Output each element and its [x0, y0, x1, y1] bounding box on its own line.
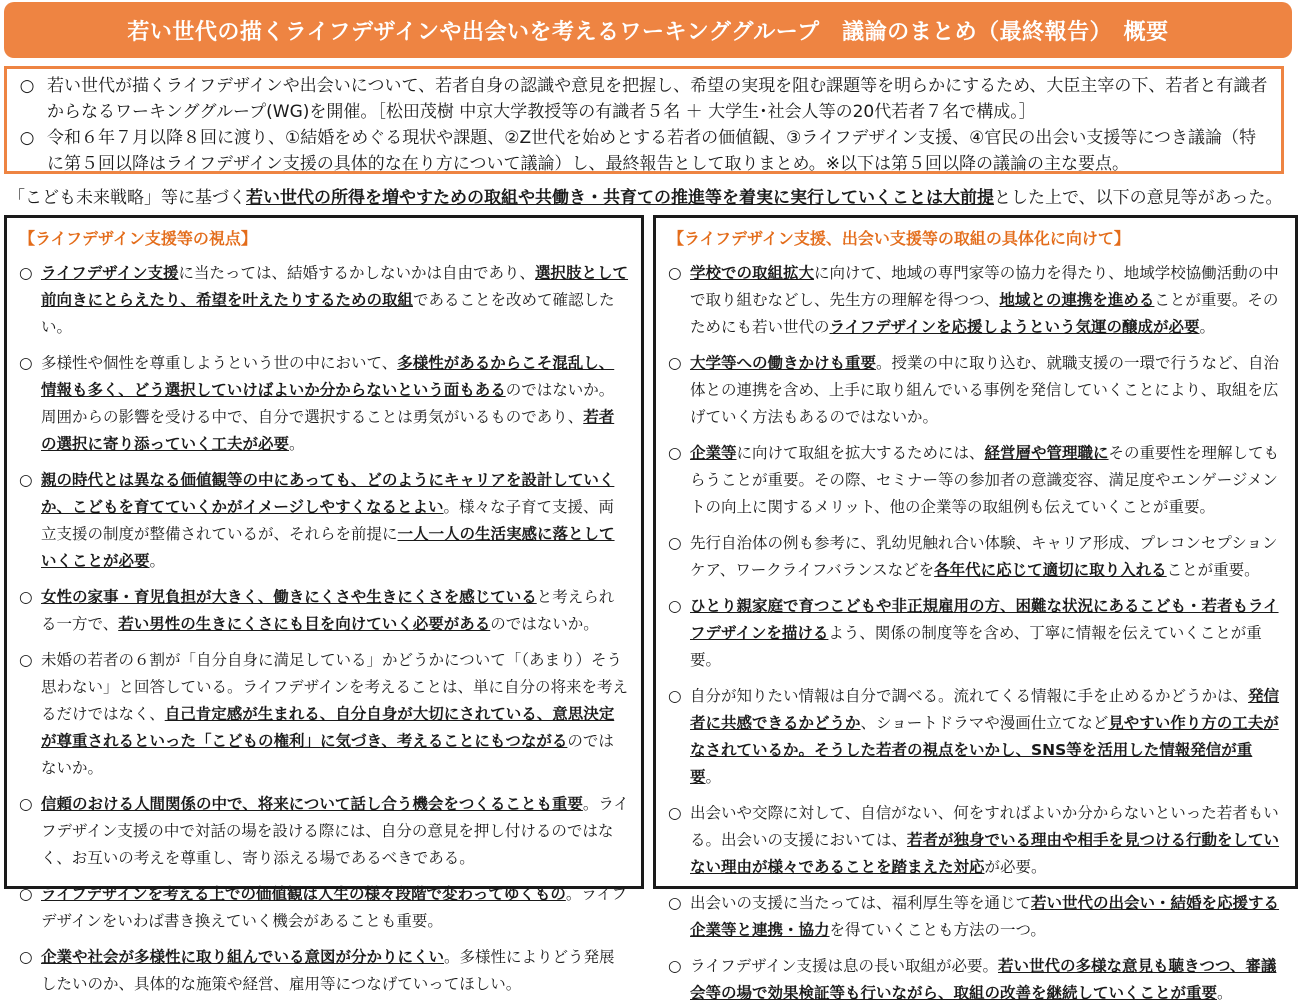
text-segment: 。ライフデザインをいわば書き換えていく機会があることも重要。: [41, 885, 627, 930]
premise-emphasis: 若い世代の所得を増やすための取組や共働き・共育ての推進等を着実に実行していくことは大前提: [246, 188, 994, 208]
list-item-text: [690, 683, 1283, 791]
list-item: [668, 953, 1283, 1007]
list-item: [668, 530, 1283, 584]
text-segment: ことが重要。そのためにも若い世代の: [690, 291, 1279, 336]
emphasized-text: 信頼のおける人間関係の中で、将来について話し合う機会をつくることも重要: [41, 795, 583, 813]
list-item-text: [41, 944, 629, 998]
circle-bullet-icon: ○: [668, 597, 682, 615]
text-segment: であることを改めて確認したい。: [41, 291, 615, 336]
list-item-text: [690, 260, 1283, 341]
list-item: [19, 350, 629, 458]
emphasized-text: 大学等への働きかけも重要: [690, 354, 877, 372]
list-item-text: [690, 953, 1283, 1007]
emphasized-text: 企業等: [690, 444, 737, 462]
text-segment: 先行自治体の例も参考に、乳幼児触れ合い体験、キャリア形成、プレコンセプションケア、ワークライフバランスなどを: [690, 534, 1278, 579]
list-item: [19, 260, 629, 341]
emphasized-text: 若い男性の生きにくさにも目を向けていく必要がある: [118, 615, 491, 633]
list-item-text: [41, 584, 629, 638]
circle-bullet-icon: ○: [668, 804, 682, 822]
circle-bullet-icon: ○: [668, 264, 682, 282]
emphasized-text: 企業や社会が多様性に取り組んでいる意図が分かりにくい: [41, 948, 445, 966]
emphasized-text: 一人一人の生活実感に落としていくことが必要: [41, 525, 615, 570]
text-segment: のではないか。: [41, 732, 614, 777]
emphasized-text: 女性の家事・育児負担が大きく、働きにくさや生きにくさを感じている: [41, 588, 537, 606]
list-item: [668, 350, 1283, 431]
list-item: [668, 683, 1283, 791]
text-segment: に向けて、地域の専門家等の協力を得たり、地域学校協働活動の中で取り組むなどし、先生方の理解を得つつ、: [690, 264, 1279, 309]
circle-bullet-icon: ○: [19, 795, 33, 813]
emphasized-text: 若い世代の多様な意見も聴きつつ、審議会等の場で効果検証等も行いながら、取組の改善を継続していくことが重要: [690, 957, 1277, 1002]
list-item: [19, 791, 629, 872]
text-segment: に当たっては、結婚するかしないかは自由であり、: [178, 264, 536, 282]
emphasized-text: 地域との連携を進める: [999, 291, 1155, 309]
right-panel: [653, 215, 1298, 1002]
list-item-text: [41, 647, 629, 782]
text-segment: よう、関係の制度等を含め、丁寧に情報を伝えていくことが重要。: [690, 624, 1262, 669]
intro-box: [4, 66, 1284, 174]
text-segment: が必要。: [984, 858, 1047, 876]
text-segment: 自分が知りたい情報は自分で調べる。流れてくる情報に手を止めるかどうかは、: [690, 687, 1249, 705]
list-item-text: [690, 800, 1283, 881]
emphasized-text: 経営層や管理職に: [984, 444, 1109, 462]
premise-after: とした上で、以下の意見等があった。: [994, 188, 1283, 208]
right-panel-heading: 【ライフデザイン支援、出会い支援等の取組の具体化に向けて】: [668, 229, 1130, 248]
list-item-text: [690, 350, 1283, 431]
circle-bullet-icon: ○: [19, 885, 33, 903]
list-item: [668, 800, 1283, 881]
list-item-text: [690, 440, 1283, 521]
premise-before: 「こども未来戦略」等に基づく: [8, 188, 246, 208]
intro-text: 令和６年７月以降８回に渡り、①結婚をめぐる現状や課題、②Z世代を始めとする若者の価値観、③ライフデザイン支援、④官民の出会い支援等につき議論（特に第５回以降はライフデザイン支援の具体的な在り方について議論）し、最終報告として取りまとめ。※以下は第５回以降の議論の主な要点。: [47, 128, 1257, 174]
emphasized-text: 各年代に応じて適切に取り入れる: [934, 561, 1167, 579]
left-panel-items: [19, 260, 629, 998]
text-segment: 。: [1199, 318, 1216, 336]
text-segment: 出会いの支援に当たっては、福利厚生等を通じて: [690, 894, 1032, 912]
emphasized-text: 自己肯定感が生まれる、自分自身が大切にされている、意思決定が尊重されるといった「こどもの権利」に気づき、考えることにもつながる: [41, 705, 615, 750]
intro-item: [7, 125, 1281, 177]
emphasized-text: 若者の選択に寄り添っていく工夫が必要: [41, 408, 615, 453]
list-item: [19, 584, 629, 638]
text-segment: 。: [289, 435, 305, 453]
list-item: [668, 440, 1283, 521]
text-segment: 。多様性によりどう発展したいのか、具体的な施策や経営、雇用等につなげていってほしい。: [41, 948, 615, 993]
text-segment: ライフデザイン支援は息の長い取組が必要。: [690, 957, 998, 975]
list-item: [19, 881, 629, 935]
text-segment: 未婚の若者の６割が「自分自身に満足している」かどうかについて「（あまり）そう思わない」と回答している。ライフデザインを考えることは、単に自分の将来を考えるだけではなく、: [41, 651, 628, 723]
emphasized-text: 見やすい作り方の工夫がなされているか。そうした若者の視点をいかし、SNS等を活用した情報発信が重要: [690, 714, 1279, 786]
list-item-text: [690, 530, 1283, 584]
emphasized-text: ライフデザインを応援しようという気運の醸成が必要: [829, 318, 1200, 336]
list-item-text: [690, 890, 1283, 944]
list-item-text: [41, 350, 629, 458]
text-segment: 。授業の中に取り込む、就職支援の一環で行うなど、自治体との連携を含め、上手に取り組んでいる事例を発信していくことにより、取組を広げていく方法もあるのではないか。: [690, 354, 1280, 426]
list-item: [668, 260, 1283, 341]
list-item-text: [41, 791, 629, 872]
list-item: [668, 890, 1283, 944]
emphasized-text: ライフデザインを考える上での価値観は人生の様々段階で変わってゆくもの: [41, 885, 566, 903]
circle-bullet-icon: ○: [19, 128, 35, 148]
emphasized-text: 多様性があるからこそ混乱し、情報も多く、どう選択していけばよいか分からないという面もある: [41, 354, 615, 399]
intro-text: 若い世代が描くライフデザインや出会いについて、若者自身の認識や意見を把握し、希望の実現を阻む課題等を明らかにするため、大臣主宰の下、若者と有識者からなるワーキンググループ(WG)を開催。［松田茂樹 中京大学教授等の有識者５名 ＋ 大学生･社会人等の20代若者７名で構成。］: [47, 76, 1268, 122]
list-item: [668, 593, 1283, 674]
list-item-text: [41, 881, 629, 935]
text-segment: その重要性を理解してもらうことが重要。その際、セミナー等の参加者の意識変容、満足度やエンゲージメントの向上に関するメリット、他の企業等の取組例も伝えていくことが重要。: [690, 444, 1280, 516]
list-item: [19, 944, 629, 998]
emphasized-text: ひとり親家庭で育つこどもや非正規雇用の方、困難な状況にあるこども・若者もライフデザインを描ける: [690, 597, 1279, 642]
circle-bullet-icon: ○: [19, 76, 35, 96]
text-segment: 。様々な子育て支援、両立支援の制度が整備されているが、それらを前提に: [41, 498, 615, 543]
title-banner: [4, 2, 1292, 58]
circle-bullet-icon: ○: [668, 957, 682, 975]
list-item-text: [41, 467, 629, 575]
circle-bullet-icon: ○: [668, 534, 682, 552]
emphasized-text: 発信者に共感できるかどうか: [690, 687, 1280, 732]
emphasized-text: ライフデザイン支援: [41, 264, 179, 282]
circle-bullet-icon: ○: [668, 354, 682, 372]
right-panel-items: [668, 260, 1283, 1007]
emphasized-text: 若い世代の出会い・結婚を応援する企業等と連携・協力: [690, 894, 1280, 939]
circle-bullet-icon: ○: [19, 948, 33, 966]
text-segment: 。: [149, 552, 166, 570]
premise-statement: [8, 186, 1298, 210]
text-segment: に向けて取組を拡大するためには、: [736, 444, 985, 462]
text-segment: ことが重要。: [1166, 561, 1260, 579]
text-segment: 。: [1217, 984, 1233, 1002]
text-segment: 。: [705, 768, 722, 786]
text-segment: 。ライフデザイン支援の中で対話の場を設ける際には、自分の意見を押し付けるのではなく、お互いの考えを尊重し、寄り添える場であるべきである。: [41, 795, 629, 867]
text-segment: 、ショートドラマや漫画仕立てなど: [860, 714, 1109, 732]
circle-bullet-icon: ○: [19, 354, 33, 372]
circle-bullet-icon: ○: [19, 651, 33, 669]
emphasized-text: 親の時代とは異なる価値観等の中にあっても、どのようにキャリアを設計していくか、こどもを育てていくかがイメージしやすくなるとよい: [41, 471, 615, 516]
emphasized-text: 選択肢として前向きにとらえたり、希望を叶えたりするための取組: [41, 264, 629, 309]
circle-bullet-icon: ○: [668, 894, 682, 912]
circle-bullet-icon: ○: [668, 444, 682, 462]
circle-bullet-icon: ○: [668, 687, 682, 705]
list-item: [19, 467, 629, 575]
left-panel-heading: 【ライフデザイン支援等の視点】: [19, 229, 257, 248]
circle-bullet-icon: ○: [19, 471, 33, 489]
left-panel: [4, 215, 644, 993]
page-title: 若い世代の描くライフデザインや出会いを考えるワーキンググループ 議論のまとめ（最終報告） 概要: [127, 19, 1169, 45]
text-segment: を得ていくことも方法の一つ。: [829, 921, 1046, 939]
text-segment: 多様性や個性を尊重しようという世の中において、: [41, 354, 398, 372]
text-segment: のではないか。周囲からの影響を受ける中で、自分で選択することは勇気がいるものであり、: [41, 381, 615, 426]
text-segment: 出会いや交際に対して、自信がない、何をすればよいか分からないといった若者もいる。出会いの支援においては、: [690, 804, 1279, 849]
circle-bullet-icon: ○: [19, 264, 33, 282]
text-segment: のではないか。: [490, 615, 599, 633]
circle-bullet-icon: ○: [19, 588, 33, 606]
list-item: [19, 647, 629, 782]
text-segment: と考えられる一方で、: [41, 588, 615, 633]
list-item-text: [41, 260, 629, 341]
intro-item: [7, 73, 1281, 125]
emphasized-text: 学校での取組拡大: [690, 264, 815, 282]
emphasized-text: 若者が独身でいる理由や相手を見つける行動をしていない理由が様々であることを踏まえた対応: [690, 831, 1280, 876]
list-item-text: [690, 593, 1283, 674]
